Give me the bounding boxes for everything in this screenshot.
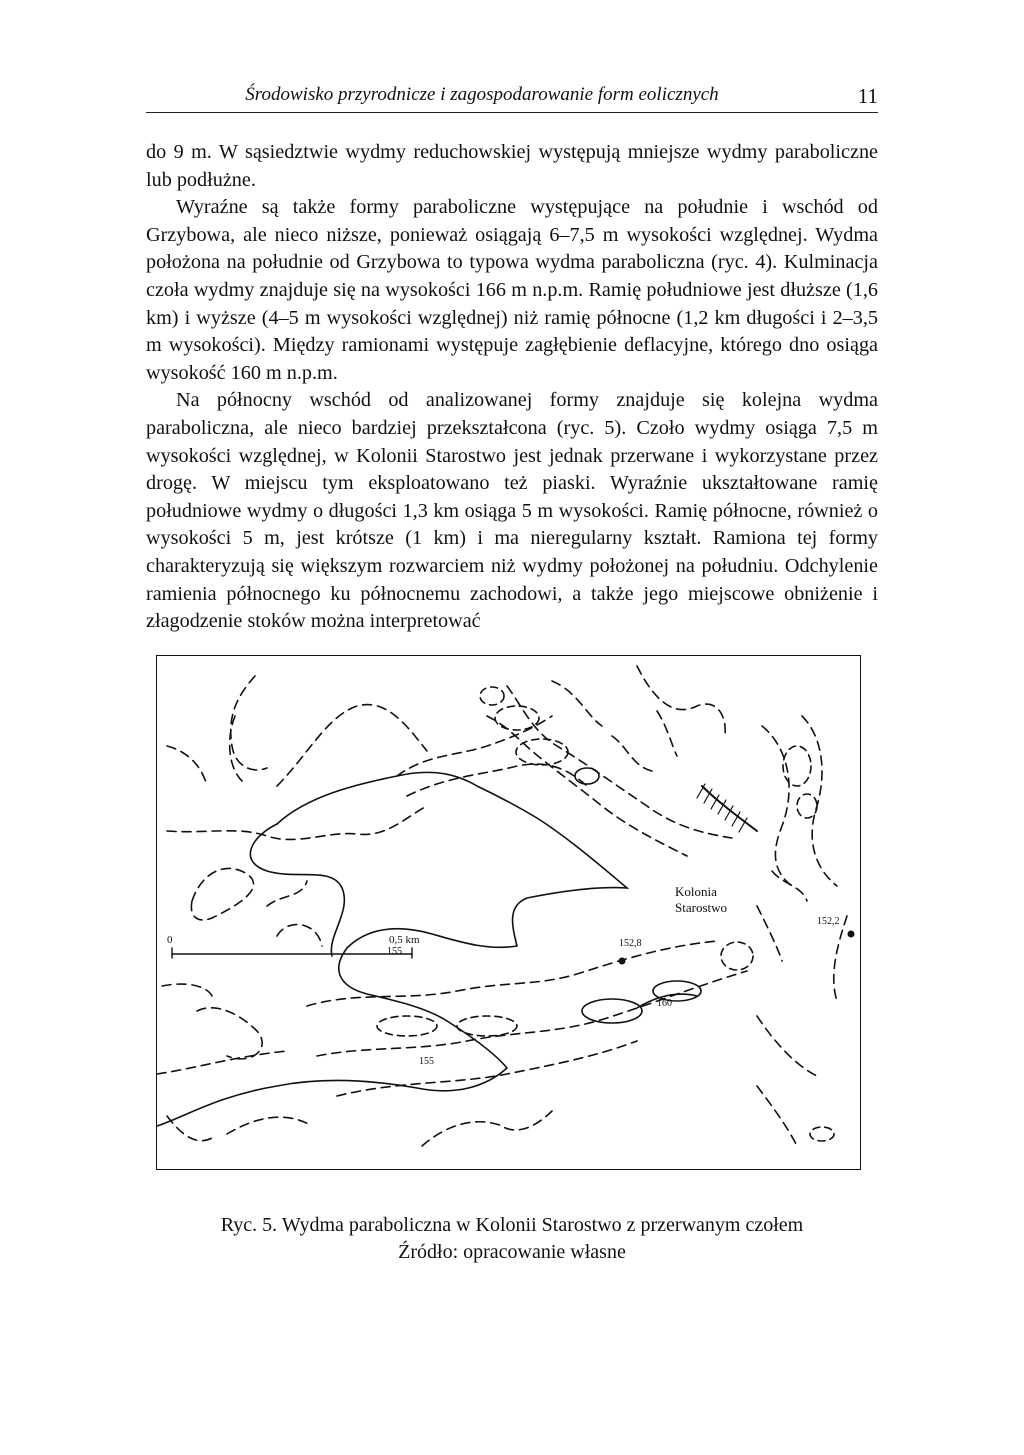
spot-height-2-mark xyxy=(619,958,626,965)
spot-height-1-mark xyxy=(848,931,855,938)
contour-dashed-17 xyxy=(612,736,652,771)
north-arm-ridge-3 xyxy=(487,716,687,856)
south-hill-5 xyxy=(721,942,753,970)
east-hill-3 xyxy=(810,1127,834,1141)
contour-dashed-20 xyxy=(757,906,782,961)
contour-dashed-15 xyxy=(552,681,602,726)
contour-map xyxy=(157,656,859,1168)
contour-dashed-16 xyxy=(637,666,725,736)
caption-source: Źródło: opracowanie własne xyxy=(398,1241,626,1263)
paragraph-3: Na północny wschód od analizowanej formy znajduje się kolejna wydma paraboliczna, ale nieco bardziej przekształcona (ryc. 5). Czoło wydmy osiąga 7,5 m wysokości względnej, w Kolonii Starostwo jest jednak przerwane i wykorzystane przez drogę. W miejscu tym eksploatowano też piaski. Wyraźnie ukształtowane ramię południowe wydmy o długości 1,3 km osiąga 5 m wysokości. Ramię północne, również o wysokości 5 m, jest krótsze (1 km) i ma nieregularny kształt. Ramiona tej formy charakteryzują się większym rozwarciem niż wydmy położonej na południu. Odchylenie ramienia północnego ku północnemu zachodowi, a także jego miejscowe obniżenie i złagodzenie stoków można interpretować xyxy=(146,389,878,633)
running-header xyxy=(146,78,878,113)
contour-155-inner xyxy=(250,824,344,956)
place-label: Kolonia Starostwo xyxy=(675,884,727,915)
contour-dashed-8 xyxy=(277,925,322,946)
spot-height-label-1: 152,2 xyxy=(817,916,840,927)
south-hill-3 xyxy=(582,999,642,1023)
contour-label-160: 160 xyxy=(657,998,672,1009)
spot-height-label-2: 152,8 xyxy=(619,938,642,949)
dune-map-figure xyxy=(156,655,861,1170)
contour-dashed-23 xyxy=(757,1086,797,1146)
contour-dashed-13 xyxy=(227,1117,312,1134)
north-arm-ridge-4 xyxy=(507,686,732,838)
paragraph-1: do 9 m. W sąsiedztwie wydmy reduchowskiej występują mniejsze wydmy paraboliczne lub podłużne. xyxy=(146,141,878,191)
north-hill-3 xyxy=(516,739,568,765)
contour-label-155-a: 155 xyxy=(387,946,402,957)
contour-dashed-14 xyxy=(422,1111,552,1146)
north-arm-ridge-1 xyxy=(397,716,552,776)
contour-dashed-6 xyxy=(191,868,253,920)
south-arm-ridge-2 xyxy=(317,971,747,1056)
running-title: Środowisko przyrodnicze i zagospodarowanie form eolicznych xyxy=(245,84,719,105)
contour-dashed-5 xyxy=(167,806,427,839)
paragraph-2: Wyraźne są także formy paraboliczne występujące na południe i wschód od Grzybowa, ale nieco niższe, ponieważ osiągają 6–7,5 m wysokości względnej. Wydma położona na południe od Grzybowa to typowa wydma paraboliczna (ryc. 4). Kulminacja czoła wydmy znajduje się na wysokości 166 m n.p.m. Ramię południowe jest dłuższe (1,6 km) i wyższe (4–5 m wysokości względnej) niż ramię północne (1,2 km długości i 2–3,5 m wysokości). Między ramionami występuje zagłębienie deflacyjne, którego dno osiąga wysokość 160 m n.p.m. xyxy=(146,196,878,384)
contour-dashed-7 xyxy=(267,881,307,906)
scale-label-start: 0 xyxy=(167,934,173,946)
north-hill-1 xyxy=(480,687,504,705)
contour-dashed-22 xyxy=(757,1016,817,1076)
contour-dashed-3 xyxy=(167,746,207,786)
contour-dashed-11 xyxy=(157,1051,287,1074)
scale-label-end: 0,5 km xyxy=(389,934,420,946)
north-hill-4 xyxy=(575,768,599,784)
body-text xyxy=(146,139,878,636)
contour-dashed-2 xyxy=(230,716,242,781)
page-number: 11 xyxy=(857,84,878,108)
contour-dashed-19 xyxy=(772,871,807,901)
east-arm-ridge-1 xyxy=(762,726,792,886)
contour-dashed-18 xyxy=(657,711,677,756)
contour-dashed-1 xyxy=(231,676,267,770)
road-cut-hachures xyxy=(697,784,747,832)
east-arm-ridge-2 xyxy=(802,716,837,886)
south-hill-2 xyxy=(457,1016,517,1036)
contour-label-155-b: 155 xyxy=(419,1056,434,1067)
contour-dashed-21 xyxy=(834,916,847,1001)
caption-title: Ryc. 5. Wydma paraboliczna w Kolonii Starostwo z przerwanym czołem xyxy=(220,1214,804,1236)
contour-dashed-9 xyxy=(162,984,212,996)
north-hill-2 xyxy=(495,706,539,730)
north-arm-ridge-2 xyxy=(407,764,587,796)
contour-dashed-10 xyxy=(197,1008,262,1059)
south-hill-1 xyxy=(377,1016,437,1036)
east-hill-2 xyxy=(797,794,817,818)
figure-caption xyxy=(146,1212,878,1266)
